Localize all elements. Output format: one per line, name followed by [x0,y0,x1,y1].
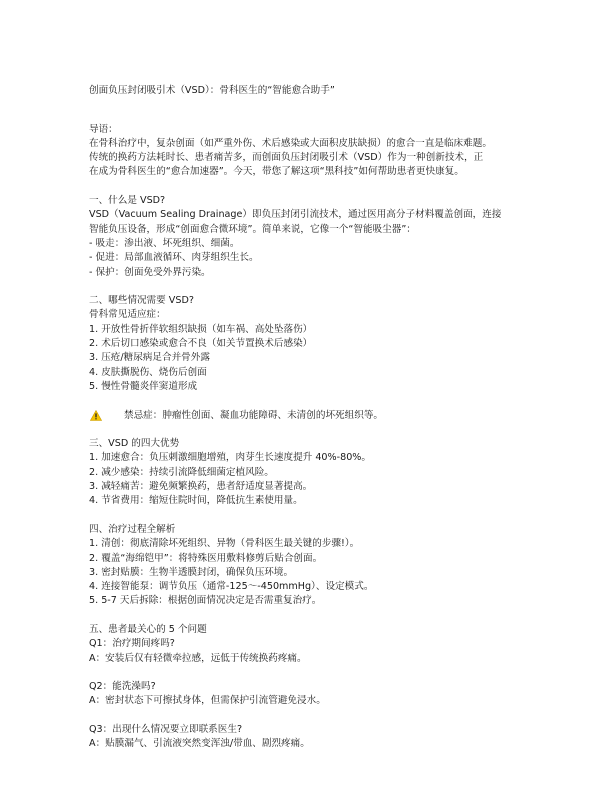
faq-question: Q3：出现什么情况要立即联系医生? [89,724,243,736]
section-heading: 一、什么是 VSD? [89,195,166,207]
section-paragraph-line: 智能负压设备，形成“创面愈合微环境”。简单来说，它像一个“智能吸尘器”： [89,223,416,235]
intro-heading: 导语： [89,123,118,135]
intro-line: 传统的换药方法耗时长、患者痛苦多，而创面负压封闭吸引术（VSD）作为一种创新技术，正 [89,152,484,164]
faq-answer: A：安装后仅有轻微牵拉感，远低于传统换药疼痛。 [89,652,307,664]
spacer [89,709,528,723]
spacer [89,666,528,680]
section-heading: 二、哪些情况需要 VSD? [89,295,194,307]
section-heading: 四、治疗过程全解析 [89,523,176,535]
list-item: - 吸走：渗出液、坏死组织、细菌。 [89,237,240,249]
section-heading: 三、VSD 的四大优势 [89,438,180,450]
list-item: 3. 压疮/糖尿病足合并骨外露 [89,352,210,364]
spacer [89,280,528,294]
list-item: 1. 清创：彻底清除坏死组织、异物（骨科医生最关键的步骤!）。 [89,538,360,550]
faq-answer: A：贴膜漏气、引流液突然变浑浊/带血、剧烈疼痛。 [89,738,310,750]
list-item: 3. 密封贴膜：生物半透膜封闭，确保负压环境。 [89,566,294,578]
list-item: 4. 连接智能泵：调节负压（通常-125～-450mmHg）、设定模式。 [89,581,374,593]
faq-question: Q2：能洗澡吗? [89,681,156,693]
list-item: 1. 加速愈合：负压刺激细胞增殖，肉芽生长速度提升 40%-80%。 [89,452,372,464]
intro-line: 在骨科治疗中，复杂创面（如严重外伤、术后感染或大面积皮肤缺损）的愈合一直是临床难题。 [89,137,492,149]
spacer [89,113,528,123]
list-item: 4. 皮肤撕脱伤、烧伤后创面 [89,366,207,378]
spacer [89,180,528,194]
spacer [89,423,528,437]
list-item: 2. 减少感染：持续引流降低细菌定植风险。 [89,466,274,478]
list-item: 5. 5-7 天后拆除：根据创面情况决定是否需重复治疗。 [89,595,322,607]
list-item: 4. 节省费用：缩短住院时间，降低抗生素使用量。 [89,495,303,507]
list-item: 2. 术后切口感染或愈合不良（如关节置换术后感染） [89,338,313,350]
warning-icon [90,410,102,421]
spacer [89,509,528,523]
contraindication-warning [89,409,528,423]
faq-question: Q1：治疗期间疼吗? [89,638,175,650]
intro-line: 在成为骨科医生的“愈合加速器”。今天，带您了解这项“黑科技”如何帮助患者更快康复。 [89,166,464,178]
list-item: - 保护：创面免受外界污染。 [89,266,211,278]
section-paragraph-line: VSD（Vacuum Sealing Drainage）即负压封闭引流技术，通过医用高分子材料覆盖创面，连接 [89,209,502,221]
section-subheading: 骨科常见适应症： [89,309,166,321]
list-item: 1. 开放性骨折伴软组织缺损（如车祸、高处坠落伤） [89,323,313,335]
faq-answer: A：密封状态下可擦拭身体，但需保护引流管避免浸水。 [89,695,326,707]
spacer [89,98,528,112]
list-item: 5. 慢性骨髓炎伴窦道形成 [89,380,198,392]
section-heading: 五、患者最关心的 5 个问题 [89,623,207,635]
list-item: - 促进：局部血液循环、肉芽组织生长。 [89,252,259,264]
spacer [89,394,528,408]
warning-text: 禁忌症：肿瘤性创面、凝血功能障碍、未清创的坏死组织等。 [124,409,384,421]
list-item: 2. 覆盖“海绵铠甲”：将特殊医用敷料修剪后贴合创面。 [89,552,323,564]
document-title: 创面负压封闭吸引术（VSD）：骨科医生的“智能愈合助手” [89,85,335,96]
list-item: 3. 减轻痛苦：避免频繁换药，患者舒适度显著提高。 [89,481,313,493]
spacer [89,609,528,623]
